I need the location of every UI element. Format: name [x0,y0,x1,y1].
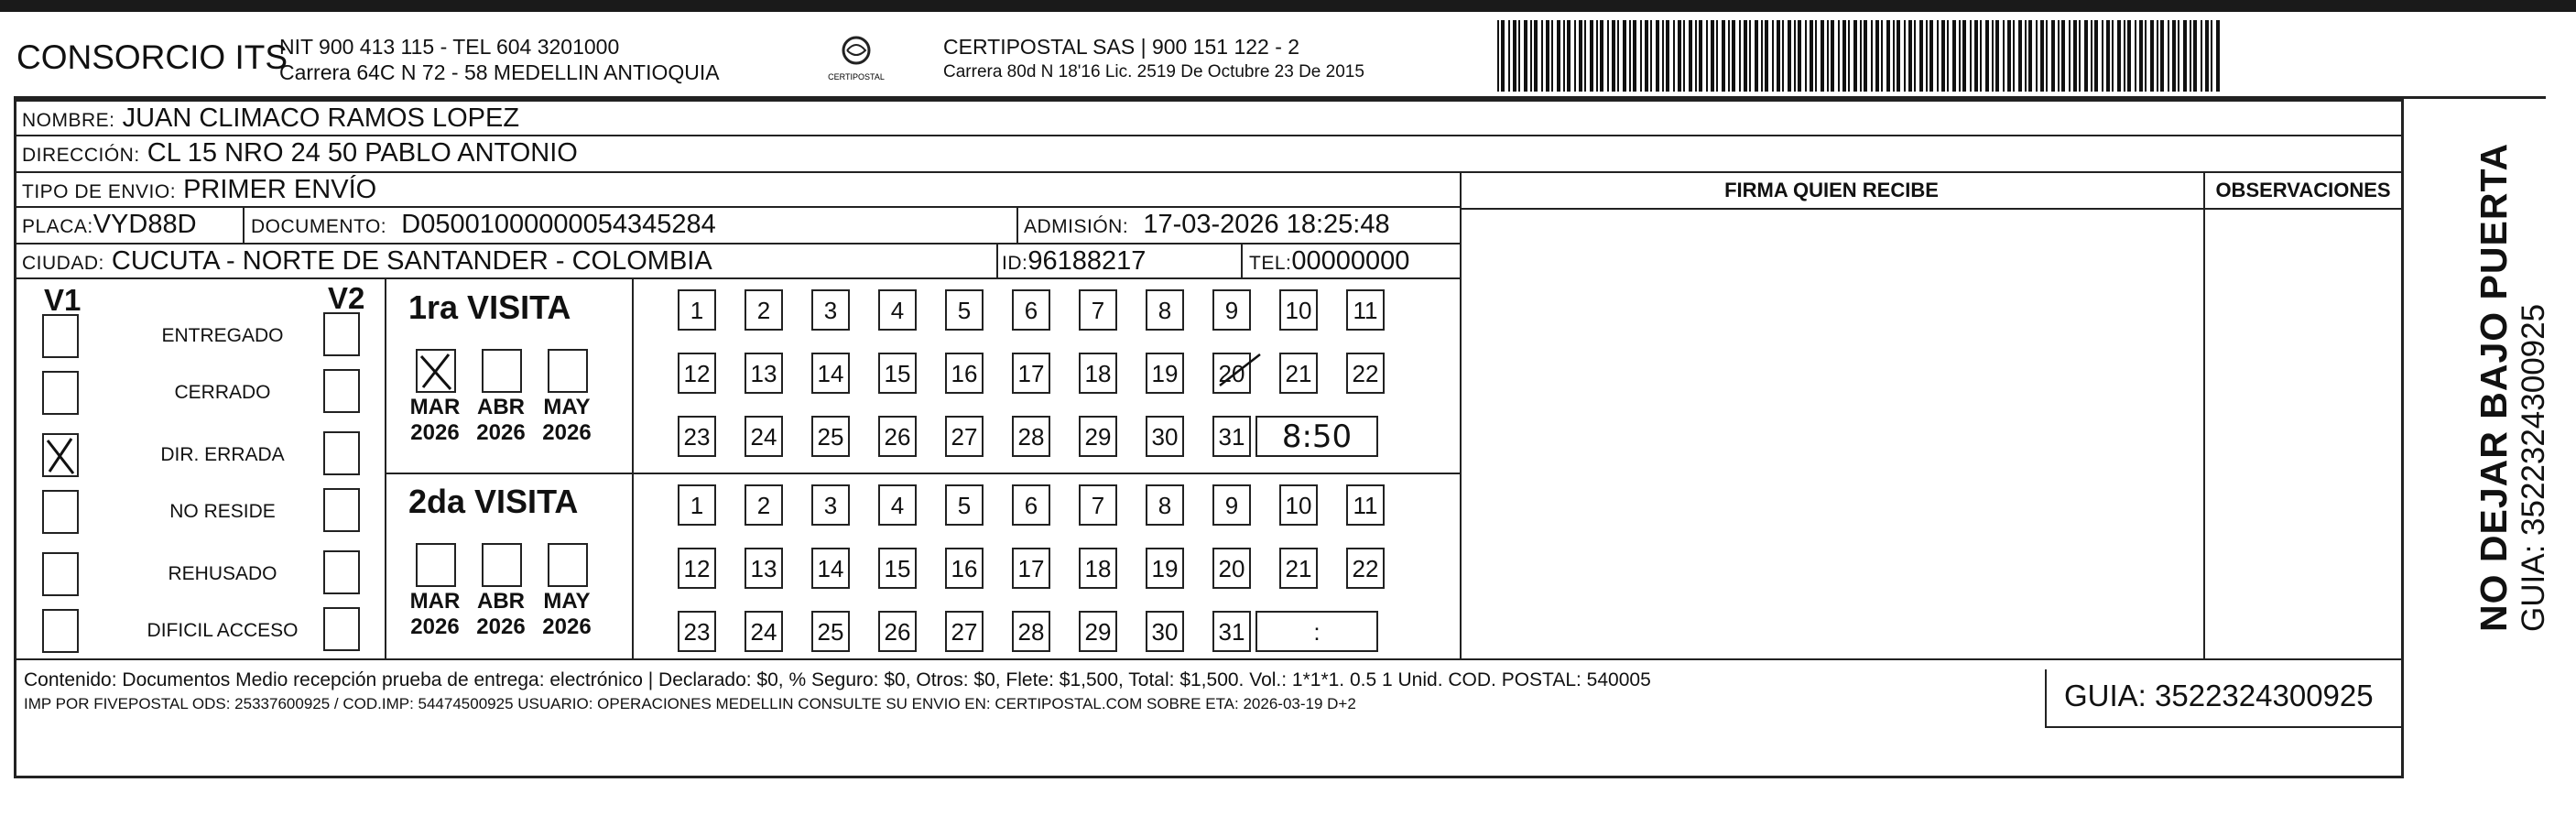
barcode-bar [2084,20,2088,92]
barcode-bar [1962,20,1966,92]
barcode-bar [2127,20,2131,92]
day-box[interactable]: 2 [745,484,783,526]
day-box[interactable]: 21 [1279,353,1318,394]
barcode-bar [1794,20,1796,92]
day-box[interactable]: 5 [945,289,984,331]
barcode-bar [1596,20,1598,92]
barcode-bar [1749,20,1751,92]
handwritten-check-mark [44,435,79,477]
barcode-bar [1501,20,1505,92]
admision-value: 17-03-2026 18:25:48 [1143,210,1390,239]
firma-header: FIRMA QUIEN RECIBE [1724,179,1939,201]
status-label: REHUSADO [168,563,277,584]
barcode-bar [1831,20,1834,92]
day-box[interactable]: 16 [945,353,984,394]
barcode-bar [1524,20,1527,92]
barcode-bar [1810,20,1813,92]
barcode-bar [1534,20,1538,92]
barcode-bar [1914,20,1916,92]
day-box[interactable]: 7 [1079,289,1117,331]
day-box[interactable]: 13 [745,353,783,394]
barcode-bar [2190,20,2191,92]
barcode-bar [1860,20,1862,92]
v1-checkbox[interactable] [42,552,79,596]
barcode-bar [1716,20,1718,92]
barcode-bar [1777,20,1780,92]
month-label [469,589,533,640]
barcode-bar [1908,20,1912,92]
barcode-bar [2102,20,2103,92]
barcode-bar [2036,20,2038,92]
day-box[interactable]: 12 [678,353,716,394]
day-box[interactable]: 22 [1346,353,1385,394]
barcode-bar [1937,20,1939,92]
handwritten-strike-mark [1214,349,1269,390]
barcode-bar [2003,20,2005,92]
barcode-bar [1959,20,1961,92]
barcode-bar [2211,20,2212,92]
day-box[interactable]: 28 [1012,611,1050,652]
barcode-bar [1875,20,1879,92]
barcode-bar [1732,20,1735,92]
tipo-row: TIPO DE ENVIO: PRIMER ENVÍO [16,173,1460,208]
barcode-bar [1821,20,1824,92]
barcode-bar [1904,20,1906,92]
day-box[interactable]: 20 [1212,548,1251,589]
day-box[interactable]: 24 [745,416,783,457]
barcode-bar [1985,20,1989,92]
barcode-bar [1711,20,1714,92]
day-box[interactable]: 13 [745,548,783,589]
barcode-bar [1645,20,1648,92]
month-checkbox[interactable] [416,543,456,587]
barcode-bar [1772,20,1774,92]
barcode-bar [1662,20,1664,92]
barcode-bar [1633,20,1636,92]
day-box[interactable]: 16 [945,548,984,589]
day-box[interactable]: 15 [878,353,917,394]
sender-address: Carrera 64C N 72 - 58 MEDELLIN ANTIOQUIA [279,60,720,84]
day-box[interactable]: 26 [878,611,917,652]
documento-value: D05001000000054345284 [401,210,716,239]
barcode-bar [1656,20,1659,92]
month-label [403,589,467,640]
v1-checkbox[interactable] [42,314,79,358]
barcode-bar [1992,20,1994,92]
barcode-bar [1744,20,1747,92]
barcode-bar [1815,20,1817,92]
day-box[interactable]: 30 [1146,611,1184,652]
barcode-bar [2058,20,2060,92]
day-box[interactable]: 30 [1146,416,1184,457]
v2-checkbox[interactable] [323,550,360,594]
barcode-bar [1508,20,1510,92]
day-box[interactable]: 27 [945,416,984,457]
brand-name: CONSORCIO ITS [16,38,288,76]
day-box[interactable]: 6 [1012,289,1050,331]
day-box[interactable]: 1 [678,289,716,331]
barcode-bar [1623,20,1626,92]
day-box[interactable]: 31 [1212,611,1251,652]
month-name: MAY [543,589,591,614]
day-box[interactable]: 18 [1079,353,1117,394]
barcode-bar [1699,20,1702,92]
barcode-bar [1864,20,1867,92]
placa-row: PLACA:VYD88D DOCUMENTO: D05001000000054345284 ADMISIÓN: 17-03-2026 18:25:48 [16,208,1460,245]
side-guia: GUIA: 3522324300925 [2516,303,2551,632]
barcode-bar [2168,20,2169,92]
day-box[interactable]: 8 [1146,484,1184,526]
barcode-bar [1557,20,1560,92]
barcode-bar [1650,20,1652,92]
barcode [1497,20,2225,92]
barcode-bar [2135,20,2136,92]
status-label: DIFICIL ACCESO [147,620,299,641]
barcode-bar [2013,20,2015,92]
barcode-bar [2018,20,2022,92]
day-box[interactable]: 9 [1212,289,1251,331]
barcode-bar [2106,20,2110,92]
time-box-first[interactable]: 8:50 [1255,416,1378,457]
barcode-bar [1947,20,1949,92]
month-checkbox[interactable] [482,543,522,587]
v1-label: V1 [44,283,82,317]
no-dejar-warning: NO DEJAR BAJO PUERTA [2473,142,2515,632]
barcode-bar [1728,20,1730,92]
barcode-bar [2145,20,2147,92]
barcode-bar [1640,20,1642,92]
barcode-bar [2046,20,2048,92]
nombre-value: JUAN CLIMACO RAMOS LOPEZ [122,103,520,133]
month-name: MAY [543,395,591,419]
barcode-bar [1612,20,1615,92]
day-box[interactable]: 6 [1012,484,1050,526]
direccion-row: DIRECCIÓN: CL 15 NRO 24 50 PABLO ANTONIO [16,136,2401,173]
day-box[interactable]: 25 [811,416,850,457]
day-box[interactable]: 25 [811,611,850,652]
barcode-bar [1497,20,1499,92]
day-box[interactable]: 8 [1146,289,1184,331]
barcode-bar [2178,20,2179,92]
v1-checkbox[interactable] [42,433,79,477]
status-label: CERRADO [174,382,271,403]
barcode-bar [1848,20,1850,92]
barcode-bar [1782,20,1784,92]
barcode-bar [1842,20,1846,92]
day-box[interactable]: 29 [1079,611,1117,652]
month-label [535,395,599,446]
barcode-bar [2201,20,2202,92]
month-name: MAR [409,395,461,419]
barcode-bar [1980,20,1982,92]
barcode-bar [1574,20,1576,92]
month-checkbox[interactable] [548,349,588,393]
day-box[interactable]: 4 [878,484,917,526]
day-box[interactable]: 9 [1212,484,1251,526]
v2-checkbox[interactable] [323,312,360,356]
day-box[interactable]: 31 [1212,416,1251,457]
month-checkbox[interactable] [482,349,522,393]
day-box[interactable]: 4 [878,289,917,331]
barcode-bar [1788,20,1791,92]
nombre-row: NOMBRE: JUAN CLIMACO RAMOS LOPEZ [16,102,2401,136]
day-box[interactable]: 7 [1079,484,1117,526]
barcode-bar [2117,20,2121,92]
ciudad-value: CUCUTA - NORTE DE SANTANDER - COLOMBIA [111,246,712,276]
footer-imp-line: IMP POR FIVEPOSTAL ODS: 25337600925 / COD.IMP: 54474500925 USUARIO: OPERACIONES MEDELLIN CONSULTE SU ENVIO EN: CERTIPOSTAL.COM SOBRE ETA: 2026-03-19 D+2 [24,695,1356,712]
day-box[interactable]: 11 [1346,289,1385,331]
barcode-bar [1755,20,1758,92]
month-year: 2026 [410,420,460,445]
barcode-bar [1666,20,1669,92]
barcode-bar [1761,20,1763,92]
tel-value: 00000000 [1291,246,1410,276]
month-name: ABR [477,589,525,614]
month-name: ABR [477,395,525,419]
day-box[interactable]: 14 [811,353,850,394]
delivery-form [14,99,2404,778]
day-box[interactable]: 19 [1146,353,1184,394]
barcode-bar [2139,20,2143,92]
month-year: 2026 [476,420,526,445]
v2-checkbox[interactable] [323,431,360,475]
barcode-bar [1995,20,1999,92]
barcode-bar [1600,20,1603,92]
v2-checkbox[interactable] [323,488,360,532]
barcode-bar [1722,20,1725,92]
day-box[interactable]: 27 [945,611,984,652]
day-box[interactable]: 20 [1212,353,1251,394]
barcode-bar [1607,20,1609,92]
barcode-bar [1919,20,1923,92]
day-box[interactable]: 15 [878,548,917,589]
barcode-bar [1706,20,1708,92]
barcode-bar [2183,20,2187,92]
barcode-bar [1970,20,1972,92]
month-checkbox[interactable] [416,349,456,393]
barcode-bar [1893,20,1895,92]
month-year: 2026 [542,614,592,639]
barcode-bar [2124,20,2125,92]
observaciones-header: OBSERVACIONES [2215,179,2391,201]
barcode-bar [2025,20,2027,92]
day-box[interactable]: 28 [1012,416,1050,457]
barcode-bar [2073,20,2077,92]
second-visit-title: 2da VISITA [408,483,579,520]
status-label: DIR. ERRADA [160,444,285,465]
barcode-bar [2160,20,2164,92]
day-box[interactable]: 2 [745,289,783,331]
barcode-bar [1805,20,1807,92]
barcode-bar [2112,20,2114,92]
barcode-bar [1584,20,1586,92]
barcode-bar [1853,20,1857,92]
day-box[interactable]: 18 [1079,548,1117,589]
day-box[interactable]: 11 [1346,484,1385,526]
day-box[interactable]: 10 [1279,289,1318,331]
v1-checkbox[interactable] [42,371,79,415]
nit-line: NIT 900 413 115 - TEL 604 3201000 [279,35,620,59]
footer-guia: GUIA: 3522324300925 [2064,679,2374,712]
day-box[interactable]: 23 [678,416,716,457]
barcode-bar [1765,20,1768,92]
barcode-bar [2028,20,2032,92]
barcode-bar [1513,20,1516,92]
barcode-bar [1689,20,1692,92]
month-checkbox[interactable] [548,543,588,587]
barcode-bar [2040,20,2044,92]
v1-checkbox[interactable] [42,609,79,653]
month-year: 2026 [542,420,592,445]
month-label [535,589,599,640]
month-year: 2026 [476,614,526,639]
month-label [403,395,467,446]
barcode-bar [1871,20,1873,92]
barcode-bar [1673,20,1675,92]
barcode-bar [1897,20,1900,92]
barcode-bar [1929,20,1933,92]
barcode-bar [1886,20,1890,92]
barcode-bar [1541,20,1543,92]
barcode-bar [1838,20,1840,92]
barcode-bar [1546,20,1549,92]
barcode-bar [1974,20,1978,92]
certipostal-license: Carrera 80d N 18'16 Lic. 2519 De Octubre 23 De 2015 [943,62,1364,82]
v2-checkbox[interactable] [323,369,360,413]
status-label: ENTREGADO [161,325,284,346]
barcode-bar [1590,20,1593,92]
barcode-bar [2150,20,2154,92]
barcode-bar [1739,20,1741,92]
barcode-bar [1617,20,1619,92]
barcode-bar [1551,20,1553,92]
month-label [469,395,533,446]
barcode-bar [2069,20,2071,92]
barcode-bar [2007,20,2011,92]
day-box[interactable]: 3 [811,484,850,526]
barcode-bar [1678,20,1681,92]
footer-contents: Contenido: Documentos Medio recepción prueba de entrega: electrónico | Declarado: $0, % Seguro: $0, Otros: $0, Flete: $1,500, Total: $1,500. Vol.: 1*1*1. 0.5 1 Unid. COD. POSTAL: 540005 [24,669,1651,690]
day-box[interactable]: 23 [678,611,716,652]
day-box[interactable]: 1 [678,484,716,526]
day-box[interactable]: 24 [745,611,783,652]
barcode-bar [2172,20,2176,92]
day-box[interactable]: 17 [1012,353,1050,394]
time-box-second[interactable]: : [1255,611,1378,652]
month-name: MAR [409,589,461,614]
v1-checkbox[interactable] [42,490,79,534]
direccion-value: CL 15 NRO 24 50 PABLO ANTONIO [147,138,578,168]
day-box[interactable]: 3 [811,289,850,331]
barcode-bar [2205,20,2209,92]
day-box[interactable]: 26 [878,416,917,457]
handwritten-check-mark [418,351,456,393]
barcode-bar [1579,20,1582,92]
day-box[interactable]: 14 [811,548,850,589]
barcode-bar [1695,20,1697,92]
ciudad-row: CIUDAD: CUCUTA - NORTE DE SANTANDER - COLOMBIA ID:96188217 TEL:00000000 [16,245,1460,279]
barcode-bar [1926,20,1928,92]
barcode-bar [2061,20,2065,92]
month-year: 2026 [410,614,460,639]
certipostal-line: CERTIPOSTAL SAS | 900 151 122 - 2 [943,35,1300,59]
tipo-value: PRIMER ENVÍO [183,175,377,204]
barcode-bar [1683,20,1685,92]
barcode-bar [2157,20,2158,92]
certipostal-logo [824,32,888,87]
barcode-bar [1518,20,1520,92]
barcode-bar [2079,20,2081,92]
barcode-bar [2091,20,2092,92]
placa-value: VYD88D [92,210,197,239]
side-vertical-text [2473,143,2552,632]
day-box[interactable]: 21 [1279,548,1318,589]
day-box[interactable]: 12 [678,548,716,589]
status-label: NO RESIDE [169,501,276,522]
barcode-bar [1530,20,1532,92]
day-box[interactable]: 29 [1079,416,1117,457]
v2-checkbox[interactable] [323,607,360,651]
first-visit-title: 1ra VISITA [408,288,571,326]
day-box[interactable]: 22 [1346,548,1385,589]
barcode-bar [1881,20,1883,92]
day-box[interactable]: 5 [945,484,984,526]
barcode-bar [1952,20,1956,92]
v2-label: V2 [328,281,365,315]
barcode-bar [1629,20,1631,92]
svg-text:CERTIPOSTAL: CERTIPOSTAL [828,72,885,82]
barcode-bar [2216,20,2220,92]
top-border-bar [0,0,2576,12]
day-box[interactable]: 10 [1279,484,1318,526]
barcode-bar [1827,20,1829,92]
barcode-bar [1798,20,1801,92]
barcode-bar [1941,20,1945,92]
barcode-bar [2051,20,2055,92]
day-box[interactable]: 19 [1146,548,1184,589]
barcode-bar [2094,20,2098,92]
barcode-bar [2193,20,2197,92]
id-value: 96188217 [1027,246,1147,276]
barcode-bar [1563,20,1565,92]
day-box[interactable]: 17 [1012,548,1050,589]
barcode-bar [1567,20,1571,92]
